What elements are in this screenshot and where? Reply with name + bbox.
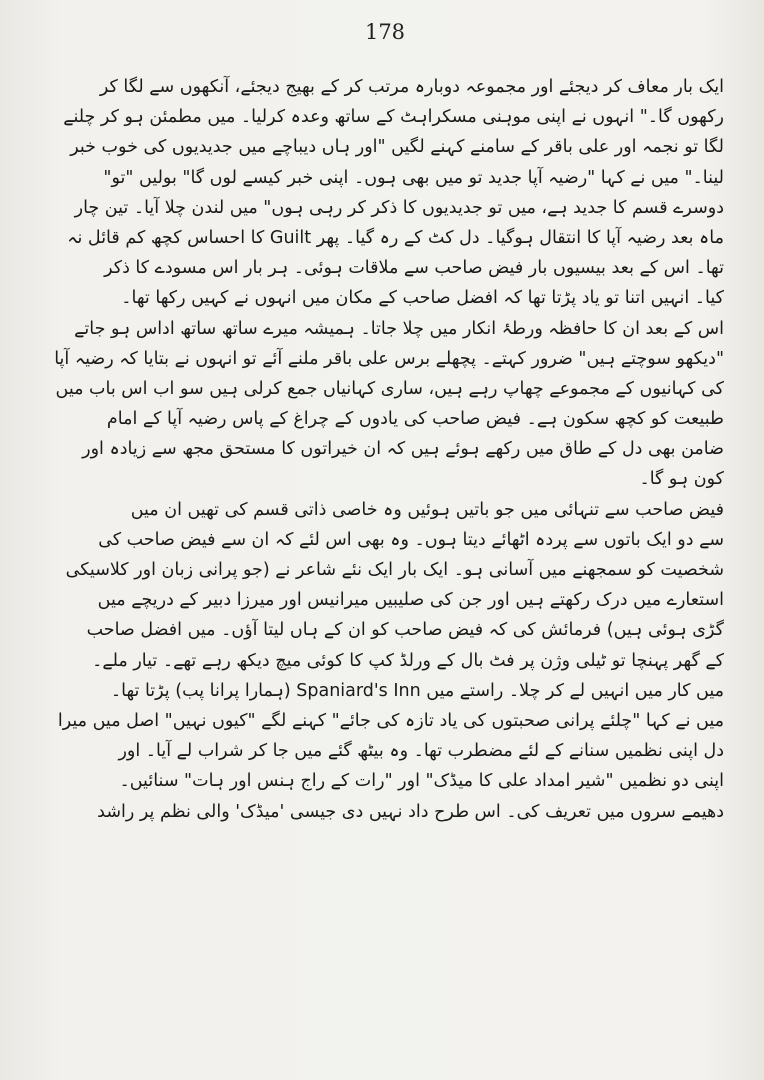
text-line: دل اپنی نظمیں سنانے کے لئے مضطرب تھا۔ وہ بیٹھ گئے میں جا کر شراب لے آیا۔ اور	[118, 741, 724, 762]
text-line: ضامن بھی دل کے طاق میں رکھے ہوئے ہیں کہ ان خیراتوں کا مستحق مجھ سے زیادہ اور	[82, 439, 724, 460]
text-line: میں کار میں انہیں لے کر چلا۔ راستے میں Spaniard's Inn (ہمارا پرانا پب) پڑتا تھا۔	[110, 680, 724, 701]
text-line: لگا تو نجمہ اور علی باقر کے سامنے کہنے لگیں "اور ہاں دیباچے میں جدیدیوں کی خوب خبر	[70, 137, 724, 158]
text-line: ماہ بعد رضیہ آپا کا انتقال ہوگیا۔ دل کٹ کے رہ گیا۔ پھر Guilt کا احساس کچھ کم قائل نہ	[67, 227, 724, 248]
text-line: فیض صاحب سے تنہائی میں جو باتیں ہوئیں وہ خاصی ذاتی قسم کی تھیں ان میں	[130, 499, 724, 520]
page-number: 178	[364, 20, 406, 44]
text-line: کے گھر پہنچا تو ٹیلی وژن پر فٹ بال کے ورلڈ کپ کا کوئی میچ دیکھ رہے تھے۔ تیار ملے۔	[92, 650, 724, 671]
text-line: دوسرے قسم کا جدید ہے، میں تو جدیدیوں کا ذکر کر رہی ہوں" میں لندن چلا آیا۔ تین چار	[74, 197, 724, 218]
text-line: میں نے کہا "چلئے پرانی صحبتوں کی یاد تازہ کی جائے" کہنے لگے "کیوں نہیں" اصل میں میرا	[57, 710, 724, 731]
text-line: ایک بار معاف کر دیجئے اور مجموعہ دوبارہ مرتب کر کے بھیج دیجئے، آنکھوں سے لگا کر	[99, 77, 724, 97]
paragraph-2	[46, 495, 724, 827]
text-line: کی کہانیوں کے مجموعے چھاپ رہے ہیں، ساری کہانیاں جمع کرلی ہیں سو اب اس باب میں	[55, 378, 724, 399]
text-line: سے دو ایک باتوں سے پردہ اٹھائے دیتا ہوں۔ وہ بھی اس لئے کہ ان سے فیض صاحب کی	[98, 529, 724, 550]
text-line: "دیکھو سوچتے ہیں" ضرور کہتے۔ پچھلے برس علی باقر ملنے آئے تو انہوں نے بتایا کہ رضیہ آپا	[54, 348, 724, 369]
text-line: تھا۔ اس کے بعد بیسیوں بار فیض صاحب سے ملاقات ہوئی۔ ہر بار اس مسودے کا ذکر	[104, 258, 724, 279]
paragraph-1	[46, 72, 724, 495]
text-line: گڑی ہوئی ہیں) فرمائش کی کہ فیض صاحب کو ان کے ہاں لیتا آؤں۔ میں افضل صاحب	[86, 620, 724, 641]
text-line: استعارے میں درک رکھتے ہیں اور جن کی صلیبیں میرانیس اور میرزا دبیر کے دریچے میں	[97, 590, 724, 611]
text-line: طبیعت کو کچھ سکون ہے۔ فیض صاحب کی یادوں کے چراغ کے پاس رضیہ آپا کے امام	[106, 409, 724, 430]
text-line: اپنی دو نظمیں "شیر امداد علی کا میڈک" اور "رات کے راج ہنس اور ہات" سنائیں۔	[119, 771, 724, 792]
text-line: رکھوں گا۔" انہوں نے اپنی موہنی مسکراہٹ کے ساتھ وعدہ کرلیا۔ میں مطمئن ہو کر چلنے	[63, 107, 724, 128]
page-body	[46, 72, 724, 827]
text-line: کیا۔ انہیں اتنا تو یاد پڑتا تھا کہ افضل صاحب کے مکان میں انہوں نے کہیں رکھا تھا۔	[121, 288, 724, 309]
text-line: لینا۔" میں نے کہا "رضیہ آپا جدید تو میں بھی ہوں۔ اپنی خبر کیسے لوں گا" بولیں "تو"	[103, 167, 724, 188]
text-line: دھیمے سروں میں تعریف کی۔ اس طرح داد نہیں دی جیسی 'میڈک' والی نظم پر راشد	[97, 801, 724, 822]
text-line: شخصیت کو سمجھنے میں آسانی ہو۔ ایک بار ایک نئے شاعر نے (جو پرانی زبان اور کلاسیکی	[65, 560, 724, 580]
text-line: اس کے بعد ان کا حافظہ ورطۂ انکار میں چلا جاتا۔ ہمیشہ میرے ساتھ ساتھ اداس ہو جاتے	[74, 318, 724, 339]
text-line: کون ہو گا۔	[639, 469, 724, 490]
